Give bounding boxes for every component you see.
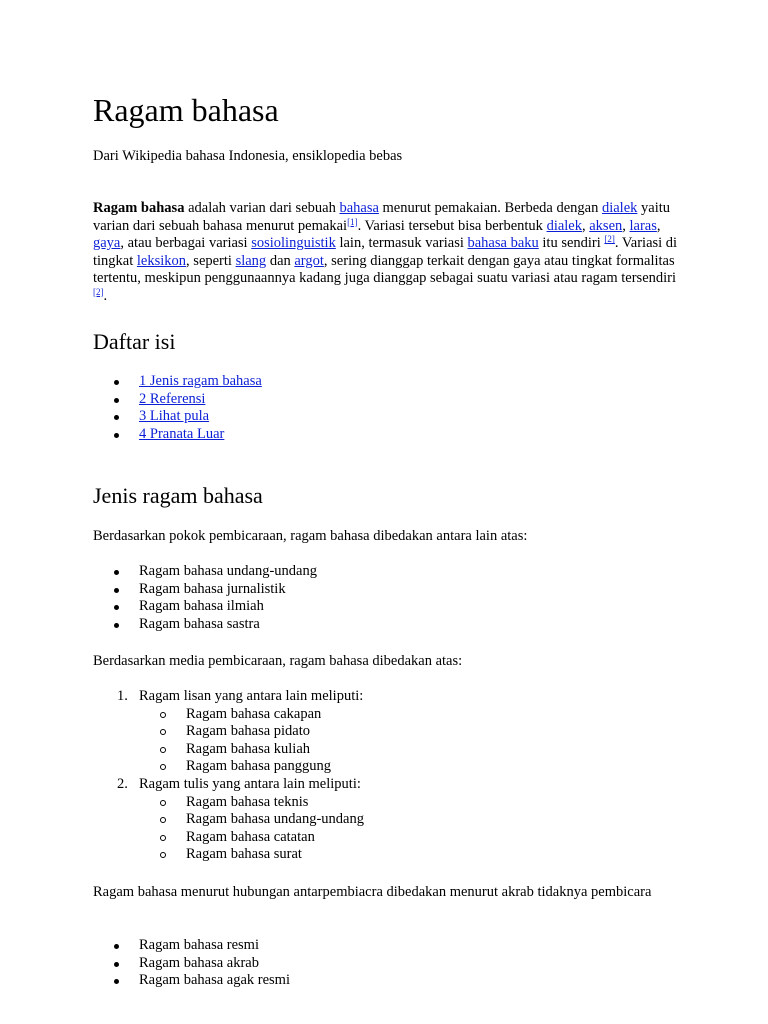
intro-text: dan xyxy=(266,252,295,269)
intro-text: lain, termasuk variasi xyxy=(335,235,468,251)
list-item xyxy=(93,563,317,581)
sub-list-item-text: Ragam bahasa kuliah xyxy=(186,740,311,757)
toc-list xyxy=(93,373,262,443)
ref-link-3[interactable]: [2] xyxy=(93,286,104,297)
sub-list-item-text: Ragam bahasa pidato xyxy=(186,723,311,740)
ordered-list-item xyxy=(93,776,364,864)
circle-bullet-icon xyxy=(160,800,166,806)
page-title: Ragam bahasa xyxy=(93,92,279,128)
intro-text: . Variasi tersebut bisa berbentuk xyxy=(357,217,547,234)
list-item-text: Ragam bahasa agak resmi xyxy=(139,972,290,989)
list-item-text: Ragam bahasa akrab xyxy=(139,954,259,971)
intro-text: itu sendiri xyxy=(538,235,605,251)
topic-intro-paragraph: Berdasarkan pokok pembicaraan, ragam bahasa dibedakan antara lain atas: xyxy=(93,528,528,544)
sub-list-item-text: Ragam bahasa undang-undang xyxy=(186,811,364,828)
link-sosiolinguistik[interactable]: sosiolinguistik xyxy=(251,235,336,251)
intro-text: menurut pemakaian. Berbeda dengan xyxy=(378,200,602,216)
sub-list-item-text: Ragam bahasa catatan xyxy=(186,828,315,845)
intro-text: yaitu varian dari sebuah bahasa menurut pemakai xyxy=(93,200,671,234)
intro-text: , sering dianggap terkait dengan gaya atau tingkat formalitas tertentu, meskipun penggunaannya kadang juga dianggap sebagai suatu variasi atau ragam tersendiri xyxy=(93,252,677,286)
link-bahasa[interactable]: bahasa xyxy=(339,200,379,216)
list-item xyxy=(93,616,317,634)
list-item xyxy=(93,581,317,599)
list-item xyxy=(93,598,317,616)
section-heading: Jenis ragam bahasa xyxy=(93,483,263,508)
intro-text: , xyxy=(656,217,661,234)
list-item-text: Ragam bahasa jurnalistik xyxy=(139,580,286,597)
bullet-icon xyxy=(114,570,119,575)
list-item-text: Ragam bahasa ilmiah xyxy=(139,598,264,615)
link-bahasa-baku[interactable]: bahasa baku xyxy=(467,235,539,251)
link-leksikon[interactable]: leksikon xyxy=(136,252,187,269)
toc-heading: Daftar isi xyxy=(93,329,176,354)
ordered-list-item xyxy=(93,688,364,776)
link-aksen[interactable]: aksen xyxy=(589,217,623,234)
sub-list-item xyxy=(139,794,364,812)
bullet-icon xyxy=(114,623,119,628)
intro-text: , xyxy=(622,217,630,234)
bullet-icon xyxy=(114,433,119,438)
circle-bullet-icon xyxy=(160,747,166,753)
circle-bullet-icon xyxy=(160,852,166,858)
list-item-text: Ragam lisan yang antara lain meliputi: xyxy=(139,688,364,704)
media-ordered-list xyxy=(93,688,364,864)
sub-list-item xyxy=(139,846,364,864)
sub-list-item-text: Ragam bahasa teknis xyxy=(186,793,309,810)
circle-bullet-icon xyxy=(160,729,166,735)
link-argot[interactable]: argot xyxy=(294,252,324,269)
intro-text: . Variasi di tingkat xyxy=(93,235,678,269)
toc-item xyxy=(93,391,262,409)
link-dialek[interactable]: dialek xyxy=(601,200,638,216)
link-slang[interactable]: slang xyxy=(235,252,267,269)
sub-list xyxy=(139,794,364,864)
sub-list-item xyxy=(139,741,364,759)
bullet-icon xyxy=(114,605,119,610)
list-number: 2. xyxy=(117,775,128,792)
intro-text: . xyxy=(103,287,108,304)
intro-text: , atau berbagai variasi xyxy=(120,235,252,251)
sub-list-item xyxy=(139,706,364,724)
sub-list-item xyxy=(139,829,364,847)
relation-list xyxy=(93,937,290,990)
bullet-icon xyxy=(114,415,119,420)
link-dialek-2[interactable]: dialek xyxy=(546,217,582,234)
toc-item xyxy=(93,373,262,391)
sub-list xyxy=(139,706,364,776)
list-item-text: Ragam bahasa resmi xyxy=(139,937,259,953)
toc-item xyxy=(93,408,262,426)
circle-bullet-icon xyxy=(160,712,166,718)
sub-list-item xyxy=(139,723,364,741)
toc-link-pranata-luar[interactable]: 4 Pranata Luar xyxy=(139,425,225,442)
bullet-icon xyxy=(114,380,119,385)
bullet-icon xyxy=(114,979,119,984)
page-subtitle: Dari Wikipedia bahasa Indonesia, ensiklopedia bebas xyxy=(93,148,403,164)
toc-link-lihat-pula[interactable]: 3 Lihat pula xyxy=(139,408,210,425)
toc-link-referensi[interactable]: 2 Referensi xyxy=(139,390,206,407)
link-gaya[interactable]: gaya xyxy=(93,235,121,251)
sub-list-item-text: Ragam bahasa cakapan xyxy=(186,705,322,722)
sub-list-item xyxy=(139,811,364,829)
ref-link-2[interactable]: [2] xyxy=(604,234,615,244)
sub-list-item-text: Ragam bahasa surat xyxy=(186,846,302,863)
list-item-text: Ragam bahasa sastra xyxy=(139,615,260,632)
intro-text: , xyxy=(582,217,590,234)
bullet-icon xyxy=(114,962,119,967)
bullet-icon xyxy=(114,588,119,593)
topic-list xyxy=(93,563,317,633)
list-item-text: Ragam tulis yang antara lain meliputi: xyxy=(139,775,361,792)
bullet-icon xyxy=(114,398,119,403)
list-item xyxy=(93,937,290,955)
list-item-text: Ragam bahasa undang-undang xyxy=(139,563,317,579)
circle-bullet-icon xyxy=(160,764,166,770)
toc-item xyxy=(93,426,262,444)
relation-intro-paragraph: Ragam bahasa menurut hubungan antarpembiacra dibedakan menurut akrab tidaknya pembicara xyxy=(93,884,652,900)
sub-list-item-text: Ragam bahasa panggung xyxy=(186,758,331,775)
ref-link-1[interactable]: [1] xyxy=(347,216,358,227)
intro-paragraph xyxy=(93,200,683,305)
intro-text: , seperti xyxy=(186,252,236,269)
list-item xyxy=(93,972,290,990)
list-item xyxy=(93,955,290,973)
sub-list-item xyxy=(139,758,364,776)
intro-term: Ragam bahasa xyxy=(93,200,185,216)
link-laras[interactable]: laras xyxy=(629,217,657,234)
circle-bullet-icon xyxy=(160,817,166,823)
bullet-icon xyxy=(114,944,119,949)
list-number: 1. xyxy=(117,688,128,704)
intro-text: adalah varian dari sebuah xyxy=(184,200,340,216)
media-intro-paragraph: Berdasarkan media pembicaraan, ragam bahasa dibedakan atas: xyxy=(93,653,463,669)
toc-link-jenis-ragam-bahasa[interactable]: 1 Jenis ragam bahasa xyxy=(139,373,262,389)
circle-bullet-icon xyxy=(160,835,166,841)
